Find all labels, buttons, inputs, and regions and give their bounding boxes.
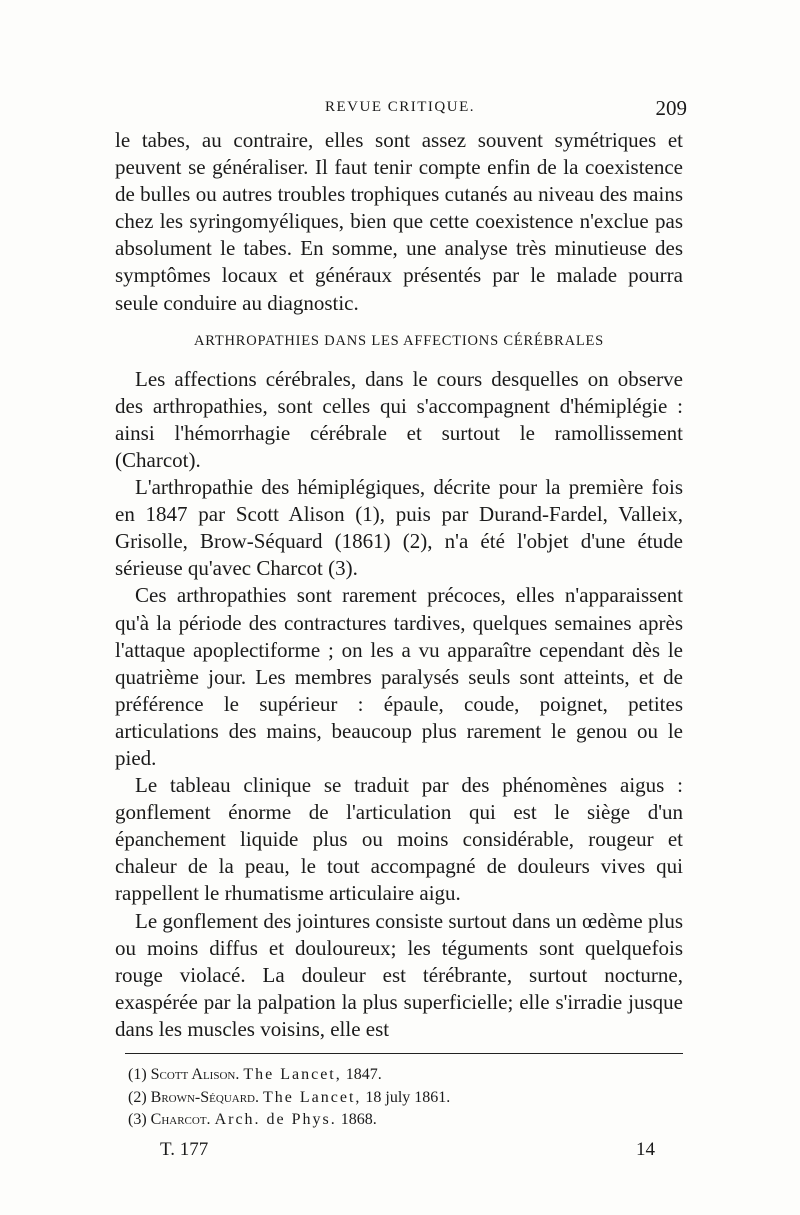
running-head — [115, 97, 685, 121]
footnote-number: (2) — [128, 1088, 147, 1106]
footnote — [128, 1087, 683, 1110]
footnote-divider — [125, 1053, 683, 1054]
paragraph: Ces arthropathies sont rarement précoces, elles n'apparaissent qu'à la période des contractures tardives, quelques semaines après l'attaque apoplectiforme ; on les a vu apparaître cependant dès le quatrième jour. Les membres paralysés seuls sont atteints, et de préférence le supérieur : épaule, coude, poignet, petites articulations des mains, beaucoup plus rarement le genou ou le pied. — [115, 583, 683, 770]
section-heading: ARTHROPATHIES DANS LES AFFECTIONS CÉRÉBRALES — [193, 332, 605, 349]
paragraph: L'arthropathie des hémiplégiques, décrite pour la première fois en 1847 par Scott Alison (1), puis par Durand-Fardel, Valleix, Grisolle, Brow-Séquard (1861) (2), n'a été l'objet d'une étude sérieuse qu'avec Charcot (3). — [115, 475, 683, 581]
printer-signature: T. 177 — [160, 1139, 209, 1160]
paragraph: Les affections cérébrales, dans le cours desquelles on observe des arthropathies, sont celles qui s'accompagnent d'hémiplégie : ainsi l'hémorrhagie cérébrale et surtout le ramollissement (Charcot). — [115, 366, 683, 472]
footnote-detail: 18 july 1861. — [365, 1088, 451, 1106]
footnote-journal: The Lancet, — [243, 1066, 342, 1083]
footnote-detail: 1847. — [345, 1066, 382, 1083]
footnotes — [128, 1064, 683, 1132]
footnote-author: Charcot. — [150, 1111, 211, 1128]
sheet-number: 14 — [636, 1139, 655, 1160]
paragraph: Le tableau clinique se traduit par des phénomènes aigus : gonflement énorme de l'articulation qui est le siège d'un épanchement liquide plus ou moins considérable, rougeur et chaleur de la peau, le tout accompagné de douleurs vives qui rappellent le rhumatisme articulaire aigu. — [115, 773, 683, 906]
footnote — [128, 1109, 683, 1132]
footnote-journal: Arch. de Phys. — [214, 1111, 337, 1128]
page-number: 209 — [655, 96, 687, 120]
paragraph-continued: le tabes, au contraire, elles sont assez souvent symétriques et peuvent se généraliser. Il faut tenir compte enfin de la coexistence de bulles ou autres troubles trophiques cutanés au niveau des mains chez les syringomyéliques, bien que cette coexistence n'exclue pas absolument le tabes. En somme, une analyse très minutieuse des symptômes locaux et généraux présentés par le malade pourra seule conduire au diagnostic. — [115, 128, 683, 315]
footnote-author: Scott Alison. — [150, 1066, 240, 1083]
footnote-detail: 1868. — [340, 1111, 377, 1128]
footnote-author: Brown-Séquard. — [150, 1088, 259, 1106]
body-text — [115, 127, 683, 1043]
footnote — [128, 1064, 683, 1087]
running-title: REVUE CRITIQUE. — [325, 99, 475, 115]
paragraph: Le gonflement des jointures consiste surtout dans un œdème plus ou moins diffus et douloureux; les téguments sont quelquefois rouge violacé. La douleur est térébrante, surtout nocturne, exaspérée par la palpation la plus superficielle; elle s'irradie jusque dans les muscles voisins, elle est — [115, 908, 683, 1041]
footnote-journal: The Lancet, — [263, 1088, 362, 1106]
footnote-number: (1) — [128, 1066, 147, 1083]
footnote-number: (3) — [128, 1111, 147, 1128]
